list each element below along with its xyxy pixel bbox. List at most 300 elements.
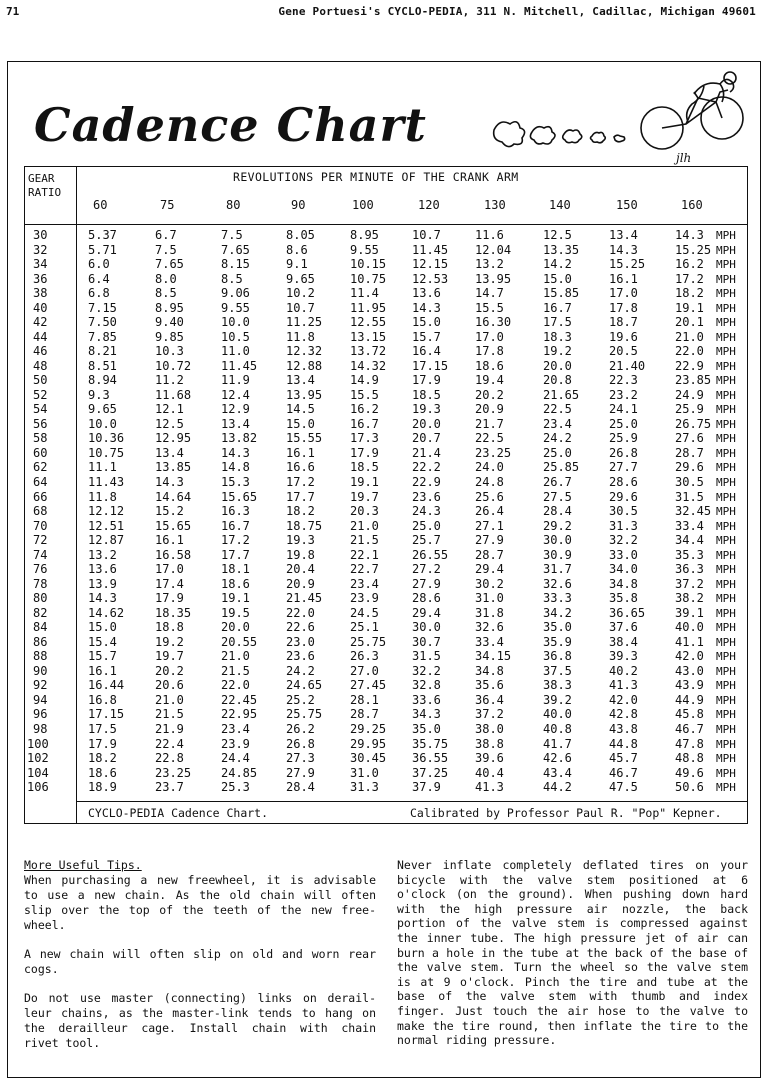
- speed-cell: 27.9: [286, 765, 315, 780]
- unit-label: MPH: [716, 534, 736, 548]
- gear-ratio-value: 38: [33, 286, 48, 301]
- speed-cell: 46.7: [675, 722, 704, 737]
- speed-cell: 16.7: [350, 416, 379, 431]
- speed-cell: 10.7: [412, 228, 441, 242]
- gear-ratio-value: 40: [33, 300, 48, 315]
- speed-cell: 15.0: [88, 620, 117, 635]
- speed-cell: 23.2: [609, 387, 638, 402]
- speed-cell: 26.3: [350, 649, 379, 664]
- speed-cell: 23.6: [286, 649, 315, 664]
- rpm-column-header: 130: [484, 198, 506, 212]
- rpm-column-header: 80: [226, 198, 241, 212]
- speed-cell: 17.2: [221, 533, 250, 548]
- speed-cell: 11.8: [88, 489, 117, 504]
- speed-cell: 18.1: [221, 562, 250, 577]
- speed-cell: 22.0: [675, 344, 704, 359]
- speed-cell: 18.6: [221, 576, 250, 591]
- speed-cell: 27.0: [350, 663, 379, 678]
- speed-cell: 22.0: [221, 678, 250, 693]
- gear-ratio-label-line1: GEAR: [28, 172, 55, 185]
- unit-label: MPH: [716, 592, 736, 606]
- gear-ratio-value: 46: [33, 344, 48, 359]
- gear-ratio-value: 66: [33, 489, 48, 504]
- speed-cell: 35.0: [543, 620, 572, 635]
- speed-cell: 23.25: [475, 445, 512, 460]
- speed-cell: 13.95: [475, 271, 512, 286]
- speed-cell: 28.6: [609, 475, 638, 489]
- speed-cell: 17.7: [286, 489, 315, 504]
- speed-cell: 31.7: [543, 562, 572, 577]
- speed-cell: 15.2: [155, 504, 184, 519]
- speed-cell: 23.9: [350, 591, 379, 606]
- speed-cell: 17.0: [475, 329, 504, 344]
- speed-cell: 15.7: [412, 329, 441, 344]
- speed-cell: 13.4: [155, 445, 184, 460]
- table-header-divider: [24, 224, 748, 225]
- speed-cell: 17.3: [350, 431, 379, 446]
- speed-cell: 25.75: [350, 634, 387, 649]
- speed-cell: 9.3: [88, 387, 110, 402]
- speed-cell: 32.6: [475, 620, 504, 635]
- speed-cell: 30.7: [412, 634, 441, 649]
- speed-cell: 19.1: [221, 591, 250, 606]
- speed-cell: 14.2: [543, 257, 572, 272]
- rpm-column-header: 75: [160, 198, 175, 212]
- speed-cell: 26.8: [286, 736, 315, 751]
- speed-cell: 35.75: [412, 736, 449, 751]
- speed-cell: 21.7: [475, 416, 504, 431]
- speed-cell: 15.65: [221, 489, 258, 504]
- speed-cell: 29.6: [675, 460, 704, 475]
- speed-cell: 19.3: [412, 402, 441, 417]
- speed-cell: 23.6: [412, 489, 441, 504]
- speed-cell: 22.95: [221, 707, 258, 722]
- speed-cell: 26.55: [412, 547, 449, 562]
- speed-cell: 38.0: [475, 722, 504, 737]
- gear-ratio-value: 90: [33, 663, 48, 678]
- unit-label: MPH: [716, 345, 736, 359]
- speed-cell: 32.2: [412, 663, 441, 678]
- tips-heading: More Useful Tips.: [24, 858, 142, 872]
- speed-cell: 17.9: [350, 445, 379, 460]
- gear-ratio-value: 88: [33, 649, 48, 664]
- unit-label: MPH: [716, 432, 736, 446]
- unit-label: MPH: [716, 243, 736, 257]
- unit-label: MPH: [716, 476, 736, 489]
- speed-cell: 25.6: [475, 489, 504, 504]
- speed-cell: 29.6: [609, 489, 638, 504]
- speed-cell: 37.2: [475, 707, 504, 722]
- speed-cell: 14.3: [412, 300, 441, 315]
- speed-cell: 23.9: [221, 736, 250, 751]
- speed-cell: 42.6: [543, 751, 572, 766]
- speed-cell: 23.85: [675, 373, 712, 388]
- speed-cell: 13.82: [221, 431, 258, 446]
- speed-cell: 10.36: [88, 431, 125, 446]
- speed-cell: 20.2: [155, 663, 184, 678]
- gear-ratio-value: 56: [33, 416, 48, 431]
- rpm-column-header: 90: [291, 198, 306, 212]
- speed-cell: 34.4: [675, 533, 704, 548]
- speed-cell: 13.4: [221, 416, 250, 431]
- speed-cell: 23.4: [221, 722, 250, 737]
- speed-cell: 32.45: [675, 504, 712, 519]
- unit-label: MPH: [716, 577, 736, 591]
- speed-cell: 11.2: [155, 373, 184, 388]
- speed-cell: 15.65: [155, 518, 192, 533]
- speed-cell: 8.5: [221, 271, 243, 286]
- speed-cell: 17.0: [155, 562, 184, 577]
- gear-ratio-value: 48: [33, 358, 48, 373]
- speed-cell: 18.2: [88, 751, 117, 766]
- unit-label: MPH: [716, 635, 736, 649]
- speed-cell: 14.8: [221, 460, 250, 475]
- speed-cell: 36.3: [675, 562, 704, 577]
- speed-cell: 26.7: [543, 475, 572, 489]
- speed-cell: 35.3: [675, 547, 704, 562]
- page-header: Gene Portuesi's CYCLO-PEDIA, 311 N. Mitchell, Cadillac, Michigan 49601: [278, 5, 756, 18]
- speed-cell: 15.5: [475, 300, 504, 315]
- speed-cell: 35.0: [412, 722, 441, 737]
- speed-cell: 15.0: [543, 271, 572, 286]
- speed-cell: 20.1: [675, 315, 704, 330]
- speed-cell: 7.5: [221, 228, 243, 242]
- speed-cell: 29.4: [412, 605, 441, 620]
- speed-cell: 20.0: [221, 620, 250, 635]
- speed-cell: 37.5: [543, 663, 572, 678]
- speed-cell: 18.5: [350, 460, 379, 475]
- speed-cell: 10.5: [221, 329, 250, 344]
- speed-cell: 47.5: [609, 780, 638, 795]
- speed-cell: 43.0: [675, 663, 704, 678]
- speed-cell: 18.2: [675, 286, 704, 301]
- gear-ratio-value: 86: [33, 634, 48, 649]
- speed-cell: 22.2: [412, 460, 441, 475]
- rpm-column-header: 120: [418, 198, 440, 212]
- speed-cell: 16.30: [475, 315, 512, 330]
- speed-cell: 24.9: [675, 387, 704, 402]
- speed-cell: 21.4: [412, 445, 441, 460]
- gear-ratio-value: 72: [33, 533, 48, 548]
- speed-cell: 11.95: [350, 300, 387, 315]
- speed-cell: 25.9: [675, 402, 704, 417]
- gear-ratio-value: 30: [33, 228, 48, 242]
- speed-cell: 6.4: [88, 271, 110, 286]
- speed-cell: 12.4: [221, 387, 250, 402]
- speed-cell: 27.3: [286, 751, 315, 766]
- speed-cell: 12.95: [155, 431, 192, 446]
- speed-cell: 12.55: [350, 315, 387, 330]
- speed-cell: 21.5: [350, 533, 379, 548]
- gear-ratio-value: 100: [27, 736, 49, 751]
- unit-label: MPH: [716, 388, 736, 402]
- speed-cell: 20.9: [286, 576, 315, 591]
- gear-ratio-value: 102: [27, 751, 49, 766]
- gear-ratio-value: 70: [33, 518, 48, 533]
- speed-cell: 18.6: [475, 358, 504, 373]
- speed-cell: 50.6: [675, 780, 704, 795]
- speed-cell: 17.9: [155, 591, 184, 606]
- speed-cell: 21.0: [675, 329, 704, 344]
- gear-ratio-value: 44: [33, 329, 48, 344]
- speed-cell: 43.4: [543, 765, 572, 780]
- gear-ratio-value: 54: [33, 402, 48, 417]
- speed-cell: 22.9: [412, 475, 441, 489]
- speed-cell: 34.15: [475, 649, 512, 664]
- unit-label: MPH: [716, 374, 736, 388]
- speed-cell: 29.2: [543, 518, 572, 533]
- speed-cell: 34.2: [543, 605, 572, 620]
- speed-cell: 9.55: [221, 300, 250, 315]
- speed-cell: 30.45: [350, 751, 387, 766]
- speed-cell: 17.7: [221, 547, 250, 562]
- speed-cell: 40.0: [675, 620, 704, 635]
- speed-cell: 8.94: [88, 373, 117, 388]
- speed-cell: 34.8: [609, 576, 638, 591]
- unit-label: MPH: [716, 461, 736, 475]
- speed-cell: 36.8: [543, 649, 572, 664]
- speed-cell: 10.75: [350, 271, 387, 286]
- speed-cell: 25.85: [543, 460, 580, 475]
- speed-cell: 22.5: [475, 431, 504, 446]
- speed-cell: 21.0: [350, 518, 379, 533]
- speed-cell: 13.95: [286, 387, 323, 402]
- gear-ratio-value: 32: [33, 242, 48, 257]
- speed-cell: 10.7: [286, 300, 315, 315]
- speed-cell: 23.4: [350, 576, 379, 591]
- speed-cell: 22.7: [350, 562, 379, 577]
- speed-cell: 26.4: [475, 504, 504, 519]
- speed-cell: 24.2: [543, 431, 572, 446]
- speed-cell: 31.5: [412, 649, 441, 664]
- speed-cell: 7.5: [155, 242, 177, 257]
- speed-cell: 21.9: [155, 722, 184, 737]
- speed-cell: 10.3: [155, 344, 184, 359]
- gear-ratio-value: 50: [33, 373, 48, 388]
- speed-cell: 23.7: [155, 780, 184, 795]
- speed-cell: 27.2: [412, 562, 441, 577]
- speed-cell: 15.25: [675, 242, 712, 257]
- speed-cell: 19.1: [675, 300, 704, 315]
- speed-cell: 13.72: [350, 344, 387, 359]
- speed-cell: 17.9: [412, 373, 441, 388]
- speed-cell: 11.45: [221, 358, 258, 373]
- speed-cell: 36.65: [609, 605, 646, 620]
- unit-label: MPH: [716, 737, 736, 751]
- speed-cell: 20.0: [543, 358, 572, 373]
- speed-cell: 20.7: [412, 431, 441, 446]
- speed-cell: 16.44: [88, 678, 125, 693]
- speed-cell: 13.6: [88, 562, 117, 577]
- speed-cell: 27.6: [675, 431, 704, 446]
- speed-cell: 25.75: [286, 707, 323, 722]
- speed-cell: 25.3: [221, 780, 250, 795]
- unit-label: MPH: [716, 519, 736, 533]
- speed-cell: 17.4: [155, 576, 184, 591]
- speed-cell: 14.3: [88, 591, 117, 606]
- unit-label: MPH: [716, 272, 736, 286]
- speed-cell: 8.51: [88, 358, 117, 373]
- speed-cell: 33.3: [543, 591, 572, 606]
- speed-cell: 32.2: [609, 533, 638, 548]
- speed-cell: 12.1: [155, 402, 184, 417]
- unit-label: MPH: [716, 287, 736, 301]
- speed-cell: 45.8: [675, 707, 704, 722]
- unit-label: MPH: [716, 621, 736, 635]
- speed-cell: 25.2: [286, 692, 315, 707]
- speed-cell: 27.7: [609, 460, 638, 475]
- speed-cell: 38.2: [675, 591, 704, 606]
- speed-cell: 21.0: [221, 649, 250, 664]
- speed-cell: 27.9: [475, 533, 504, 548]
- gear-ratio-value: 80: [33, 591, 48, 606]
- speed-cell: 13.15: [350, 329, 387, 344]
- speed-cell: 21.40: [609, 358, 646, 373]
- speed-cell: 8.05: [286, 228, 315, 242]
- speed-cell: 10.15: [350, 257, 387, 272]
- speed-cell: 15.0: [412, 315, 441, 330]
- speed-cell: 15.5: [350, 387, 379, 402]
- speed-cell: 17.2: [675, 271, 704, 286]
- speed-cell: 9.55: [350, 242, 379, 257]
- speed-cell: 20.5: [609, 344, 638, 359]
- gear-ratio-value: 76: [33, 562, 48, 577]
- speed-cell: 38.8: [475, 736, 504, 751]
- speed-cell: 14.7: [475, 286, 504, 301]
- speed-cell: 8.95: [350, 228, 379, 242]
- speed-cell: 19.2: [155, 634, 184, 649]
- speed-cell: 12.5: [155, 416, 184, 431]
- rpm-column-header: 150: [616, 198, 638, 212]
- speed-cell: 13.85: [155, 460, 192, 475]
- gear-ratio-value: 96: [33, 707, 48, 722]
- speed-cell: 11.0: [221, 344, 250, 359]
- gear-column-divider: [76, 166, 77, 824]
- speed-cell: 12.04: [475, 242, 512, 257]
- table-footer-right: Calibrated by Professor Paul R. "Pop" Kepner.: [410, 806, 722, 820]
- speed-cell: 8.95: [155, 300, 184, 315]
- gear-ratio-value: 82: [33, 605, 48, 620]
- speed-cell: 35.9: [543, 634, 572, 649]
- speed-cell: 10.0: [88, 416, 117, 431]
- speed-cell: 39.2: [543, 692, 572, 707]
- speed-cell: 28.4: [543, 504, 572, 519]
- speed-cell: 9.1: [286, 257, 308, 272]
- unit-label: MPH: [716, 359, 736, 373]
- speed-cell: 23.4: [543, 416, 572, 431]
- speed-cell: 18.75: [286, 518, 323, 533]
- gear-ratio-value: 62: [33, 460, 48, 475]
- gear-ratio-value: 52: [33, 387, 48, 402]
- speed-cell: 24.85: [221, 765, 258, 780]
- speed-cell: 6.0: [88, 257, 110, 272]
- speed-cell: 32.8: [412, 678, 441, 693]
- speed-cell: 28.7: [475, 547, 504, 562]
- speed-cell: 27.5: [543, 489, 572, 504]
- speed-cell: 6.8: [88, 286, 110, 301]
- table-footer-left: CYCLO-PEDIA Cadence Chart.: [88, 806, 269, 820]
- speed-cell: 24.4: [221, 751, 250, 766]
- speed-cell: 19.1: [350, 475, 379, 489]
- speed-cell: 18.9: [88, 780, 117, 795]
- speed-cell: 19.8: [286, 547, 315, 562]
- speed-cell: 10.0: [221, 315, 250, 330]
- speed-cell: 41.7: [543, 736, 572, 751]
- unit-label: MPH: [716, 330, 736, 344]
- unit-label: MPH: [716, 679, 736, 693]
- speed-cell: 14.32: [350, 358, 387, 373]
- speed-cell: 27.45: [350, 678, 387, 693]
- speed-cell: 42.0: [609, 692, 638, 707]
- gear-ratio-value: 78: [33, 576, 48, 591]
- speed-cell: 13.9: [88, 576, 117, 591]
- speed-cell: 37.9: [412, 780, 441, 795]
- speed-cell: 39.1: [675, 605, 704, 620]
- speed-cell: 11.6: [475, 228, 504, 242]
- speed-cell: 32.6: [543, 576, 572, 591]
- speed-cell: 12.9: [221, 402, 250, 417]
- speed-cell: 5.37: [88, 228, 117, 242]
- speed-cell: 31.3: [609, 518, 638, 533]
- speed-cell: 18.7: [609, 315, 638, 330]
- speed-cell: 30.5: [609, 504, 638, 519]
- speed-cell: 41.1: [675, 634, 704, 649]
- speed-cell: 19.3: [286, 533, 315, 548]
- speed-cell: 14.62: [88, 605, 125, 620]
- speed-cell: 30.0: [543, 533, 572, 548]
- speed-cell: 37.25: [412, 765, 449, 780]
- speed-cell: 47.8: [675, 736, 704, 751]
- rpm-header: REVOLUTIONS PER MINUTE OF THE CRANK ARM: [233, 170, 519, 184]
- unit-label: MPH: [716, 650, 736, 664]
- speed-cell: 18.8: [155, 620, 184, 635]
- speed-cell: 13.35: [543, 242, 580, 257]
- speed-cell: 40.8: [543, 722, 572, 737]
- speed-cell: 21.5: [221, 663, 250, 678]
- speed-cell: 7.65: [221, 242, 250, 257]
- speed-cell: 8.0: [155, 271, 177, 286]
- speed-cell: 16.1: [609, 271, 638, 286]
- speed-cell: 17.2: [286, 475, 315, 489]
- unit-label: MPH: [716, 446, 736, 460]
- speed-cell: 17.8: [475, 344, 504, 359]
- tips-right-column: Never inflate completely deflated tires on your bicycle with the valve stem positioned at 6 o'clock (on the ground). When pushing down hard with the high pressure air nozzle, the back portion of the valve stem is compressed against the inner tube. The high pressure jet of air can burn a hole in the tube at the back of the base of the valve stem. Turn the wheel so the valve stem is at 9 o'clock. Pinch the tire and tube at the base of the valve stem with thumb and index finger. Just touch the air hose to the valve to make the tire round, then inflate the tire to the normal riding pressure.: [397, 858, 748, 1048]
- speed-cell: 12.51: [88, 518, 125, 533]
- speed-cell: 31.0: [475, 591, 504, 606]
- gear-ratio-value: 106: [27, 780, 49, 795]
- speed-cell: 14.64: [155, 489, 192, 504]
- speed-cell: 16.7: [221, 518, 250, 533]
- tip-paragraph: Do not use master (connecting) links on derail-leur chains, as the master-link tends to hang on the derailleur cage. Install chain with chain rivet tool.: [24, 991, 376, 1050]
- speed-cell: 28.4: [286, 780, 315, 795]
- speed-cell: 13.6: [412, 286, 441, 301]
- unit-label: MPH: [716, 417, 736, 431]
- gear-ratio-value: 94: [33, 692, 48, 707]
- speed-cell: 39.6: [475, 751, 504, 766]
- speed-cell: 8.6: [286, 242, 308, 257]
- gear-ratio-value: 58: [33, 431, 48, 446]
- speed-cell: 46.7: [609, 765, 638, 780]
- speed-cell: 18.35: [155, 605, 192, 620]
- speed-cell: 22.9: [675, 358, 704, 373]
- speed-cell: 15.7: [88, 649, 117, 664]
- speed-cell: 21.5: [155, 707, 184, 722]
- unit-label: MPH: [716, 708, 736, 722]
- speed-cell: 25.0: [543, 445, 572, 460]
- gear-ratio-value: 68: [33, 504, 48, 519]
- speed-cell: 15.3: [221, 475, 250, 489]
- speed-cell: 43.8: [609, 722, 638, 737]
